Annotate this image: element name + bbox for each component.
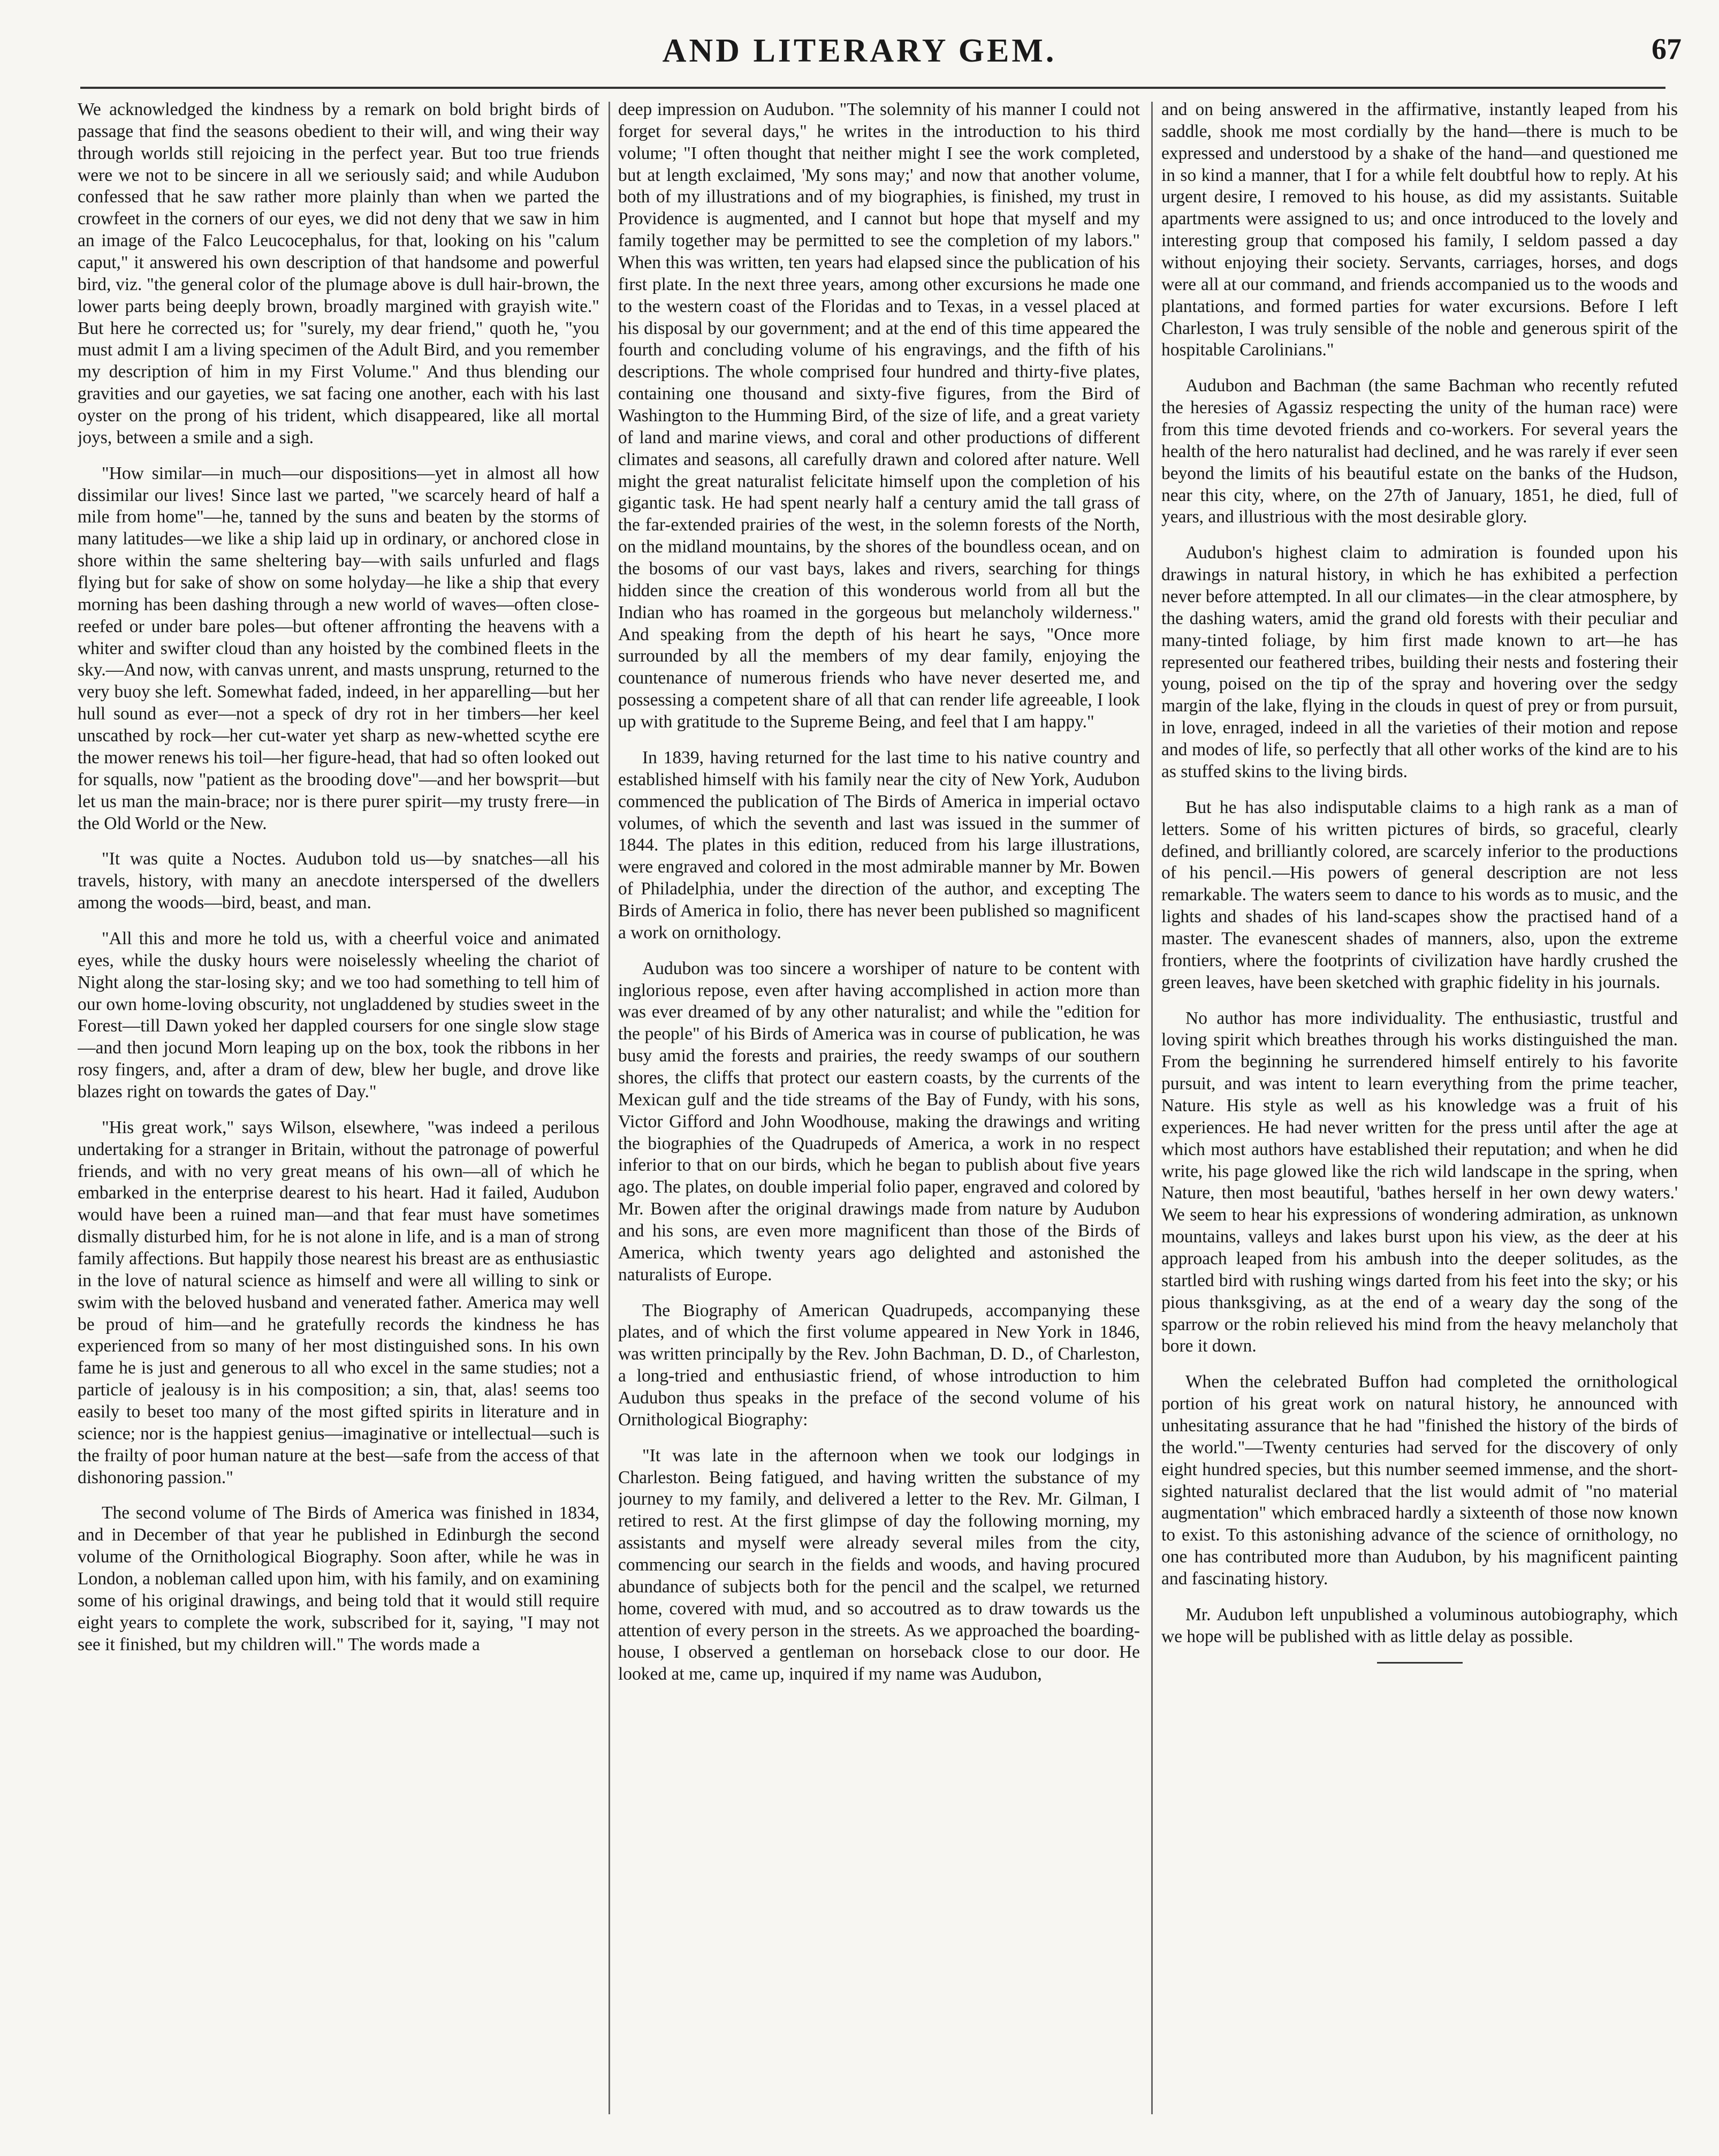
- paragraph: When the celebrated Buffon had completed the ornithological portion of his great work on natural history, he announced with unhesitating assurance that he had "finished the history of the birds of the world."—Twenty centuries had served for the discovery of only eight hundred species, but this number seemed immense, and the short-sighted naturalist declared that the list would admit of "no material augmentation" which embraced hardly a sixteenth of those now known to exist. To this astonishing advance of the science of ornithology, no one has contributed more than Audubon, by his magnificent painting and fascinating history.: [1161, 1372, 1678, 1589]
- paragraph: "How similar—in much—our dispositions—yet in almost all how dissimilar our lives! Since last we parted, "we scarcely heard of half a mile from home"—he, tanned by the suns and beaten by the storms of many latitudes—we like a ship laid up in ordinary, or anchored close in shore within the same sheltering bay—with sails unfurled and flags flying but for sake of show on some holyday—he like a ship that every morning has been dashing through a new world of waves—often close-reefed or under bare poles—but oftener affronting the heavens with a whiter and swifter cloud than any hoisted by the combined fleets in the sky.—And now, with canvas unrent, and masts unsprung, returned to the very buoy she left. Somewhat faded, indeed, in her apparelling—but her hull sound as ever—not a speck of dry rot in her timbers—her keel unscathed by rock—her cut-water yet sharp as new-whetted scythe ere the mower renews his toil—her figure-head, that had so often looked out for squalls, now "patient as the brooding dove"—and her bowsprit—but let us man the main-brace; nor is there purer spirit—my trusty frere—in the Old World or the New.: [78, 463, 599, 833]
- paragraph: deep impression on Audubon. "The solemnity of his manner I could not forget for several days," he writes in the introduction to his third volume; "I often thought that neither might I see the work completed, but at length exclaimed, 'My sons may;' and now that another volume, both of my illustrations and of my biographies, is finished, my trust in Providence is augmented, and I cannot but hope that myself and my family together may be permitted to see the completion of my labors." When this was written, ten years had elapsed since the publication of his first plate. In the next three years, among other excursions he made one to the western coast of the Floridas and to Texas, in a vessel placed at his disposal by our government; and at the end of this time appeared the fourth and concluding volume of his engravings, and the fifth of his descriptions. The whole comprised four hundred and thirty-five plates, containing one thousand and sixty-five figures, from the Bird of Washington to the Humming Bird, of the size of life, and a great variety of land and marine views, and coral and other productions of different climates and seasons, all carefully drawn and colored after nature. Well might the great naturalist felicitate himself upon the completion of his gigantic task. He had spent nearly half a century amid the tall grass of the far-extended prairies of the west, in the solemn forests of the North, on the midland mountains, by the shores of the boundless ocean, and on the bosoms of our vast bays, lakes and rivers, searching for things hidden since the creation of this wonderous world from all but the Indian who has roamed in the gorgeous but melancholy wilderness." And speaking from the depth of his heart he says, "Once more surrounded by all the members of my dear family, enjoying the countenance of numerous friends who have never deserted me, and possessing a competent share of all that can render life agreeable, I look up with gratitude to the Supreme Being, and feel that I am happy.": [618, 100, 1140, 732]
- paragraph: "All this and more he told us, with a cheerful voice and animated eyes, while the dusky hours were noiselessly wheeling the chariot of Night along the star-losing sky; and we too had something to tell him of our own home-loving obscurity, not ungladdened by studies sweet in the Forest—till Dawn yoked her dappled coursers for one single slow stage—and then jocund Morn leaping up on the box, took the ribbons in her rosy fingers, and, after a dram of dew, blew her bugle, and drove like blazes right on towards the gates of Day.": [78, 928, 599, 1102]
- paragraph: In 1839, having returned for the last time to his native country and established himself with his family near the city of New York, Audubon commenced the publication of The Birds of America in imperial octavo volumes, of which the seventh and last was issued in the summer of 1844. The plates in this edition, reduced from his large illustrations, were engraved and colored in the most admirable manner by Mr. Bowen of Philadelphia, under the direction of the author, and excepting The Birds of America in folio, there has never been published so magnificent a work on ornithology.: [618, 747, 1140, 943]
- paragraph: and on being answered in the affirmative, instantly leaped from his saddle, shook me most cordially by the hand—there is much to be expressed and understood by a shake of the hand—and questioned me in so kind a manner, that I for a while felt doubtful how to reply. At his urgent desire, I removed to his house, as did my assistants. Suitable apartments were assigned to us; and once introduced to the lovely and interesting group that composed his family, I seldom passed a day without enjoying their society. Servants, carriages, horses, and dogs were all at our command, and friends accompanied us to the woods and plantations, and formed parties for water excursions. Before I left Charleston, I was truly sensible of the noble and generous spirit of the hospitable Carolinians.": [1161, 100, 1678, 360]
- paragraph: We acknowledged the kindness by a remark on bold bright birds of passage that find the seasons obedient to their will, and wing their way through worlds still rejoicing in the perfect year. But too true friends were we not to be sincere in all we seriously said; and while Audubon confessed that he saw rather more plainly than when we parted the crowfeet in the corners of our eyes, we did not deny that we saw in him an image of the Falco Leucocephalus, for that, looking on his "calum caput," it answered his own description of that handsome and powerful bird, viz. "the general color of the plumage above is dull hair-brown, the lower parts being deeply brown, broadly margined with grayish wite." But here he corrected us; for "surely, my dear friend," quoth he, "you must admit I am a living specimen of the Adult Bird, and you remember my description of him in my First Volume." And thus blending our gravities and our gayeties, we sat facing one another, each with his last oyster on the prong of his trident, which disappeared, like all mortal joys, between a smile and a sigh.: [78, 100, 599, 447]
- paragraph: "It was late in the afternoon when we took our lodgings in Charleston. Being fatigued, and having written the substance of my journey to my family, and delivered a letter to the Rev. Mr. Gilman, I retired to rest. At the first glimpse of day the following morning, my assistants and myself were already several miles from the city, commencing our search in the fields and woods, and having procured abundance of subjects both for the pencil and the scalpel, we returned home, covered with mud, and so accoutred as to draw towards us the attention of every person in the streets. As we approached the boarding-house, I observed a gentleman on horseback close to our door. He looked at me, came up, inquired if my name was Audubon,: [618, 1445, 1140, 1684]
- page-header: [0, 32, 1719, 80]
- paragraph: But he has also indisputable claims to a high rank as a man of letters. Some of his written pictures of birds, so graceful, clearly defined, and brilliantly colored, are scarcely inferior to the productions of his pencil.—His powers of general description are not less remarkable. The waters seem to dance to his words as to music, and the lights and shades of his land-scapes show the practised hand of a master. The evanescent shades of manners, also, upon the extreme frontiers, where the footprints of civilization have hardly crushed the green leaves, have been sketched with graphic fidelity in his journals.: [1161, 797, 1678, 992]
- header-rule: [80, 87, 1665, 89]
- paragraph: Audubon was too sincere a worshiper of nature to be content with inglorious repose, even after having accomplished in action more than was ever dreamed of by any other naturalist; and while the "edition for the people" of his Birds of America was in course of publication, he was busy amid the forests and prairies, the reedy swamps of our southern shores, the cliffs that protect our eastern coasts, by the currents of the Mexican gulf and the tide streams of the Bay of Fundy, with his sons, Victor Gifford and John Woodhouse, making the drawings and writing the biographies of the Quadrupeds of America, a work in no respect inferior to that on our birds, which he began to publish about five years ago. The plates, on double imperial folio paper, engraved and colored by Mr. Bowen after the original drawings made from nature by Audubon and his sons, are even more magnificent than those of the Birds of America, which twenty years ago delighted and astonished the naturalists of Europe.: [618, 958, 1140, 1285]
- column-divider: [1151, 102, 1153, 2114]
- column-divider: [609, 102, 610, 2114]
- paragraph: "His great work," says Wilson, elsewhere, "was indeed a perilous undertaking for a stranger in Britain, without the patronage of powerful friends, and with no very great means of his own—all of which he embarked in the enterprise dearest to his heart. Had it failed, Audubon would have been a ruined man—and that fear must have sometimes dismally disturbed him, for he is not alone in life, and is a man of strong family affections. But happily those nearest his breast are as enthusiastic in the love of natural science as himself and were all willing to sink or swim with the beloved husband and venerated father. America may well be proud of him—and he gratefully records the kindness he has experienced from so many of her most distinguished sons. In his own fame he is just and generous to all who excel in the same studies; not a particle of jealousy is in his composition; a sin, that, alas! seems too easily to beset too many of the most gifted spirits in literature and in science; nor is the happiest genius—imaginative or intellectual—such is the frailty of poor human nature at the best—safe from the access of that dishonoring passion.": [78, 1117, 599, 1487]
- column-3: [1161, 99, 1678, 2133]
- paragraph: Mr. Audubon left unpublished a voluminous autobiography, which we hope will be published with as little delay as possible.: [1161, 1604, 1678, 1646]
- paragraph: "It was quite a Noctes. Audubon told us—by snatches—all his travels, history, with many an anecdote interspersed of the dwellers among the woods—bird, beast, and man.: [78, 849, 599, 913]
- column-2: [618, 99, 1140, 2133]
- paragraph: No author has more individuality. The enthusiastic, trustful and loving spirit which breathes through his works distinguished the man. From the beginning he surrendered himself entirely to his favorite pursuit, and was intent to learn everything from the prime teacher, Nature. His style as well as his knowledge was a fruit of his experiences. He had never written for the press until after the age at which most authors have established their reputation; and when he did write, his page glowed like the rich wild landscape in the spring, when Nature, then most beautiful, 'bathes herself in her own dewy waters.' We seem to hear his expressions of wondering admiration, as unknown mountains, valleys and lakes burst upon his view, as the deer at his approach leaped from his ambush into the deeper solitudes, as the startled bird with rushing wings darted from his feet into the sky; or his pious thanksgiving, as at the end of a weary day the song of the sparrow or the robin relieved his mind from the heavy melancholy that bore it down.: [1161, 1008, 1678, 1356]
- paragraph: Audubon and Bachman (the same Bachman who recently refuted the heresies of Agassiz respecting the unity of the human race) were from this time devoted friends and co-workers. For several years the health of the hero naturalist had declined, and he was rarely if ever seen beyond the limits of his beautiful estate on the banks of the Hudson, near this city, where, on the 27th of January, 1851, he died, full of years, and illustrious with the most desirable glory.: [1161, 376, 1678, 527]
- paragraph: Audubon's highest claim to admiration is founded upon his drawings in natural history, in which he has exhibited a perfection never before attempted. In all our climates—in the clear atmosphere, by the dashing waters, amid the grand old forests with their peculiar and many-tinted foliage, by him first made known to art—he has represented our feathered tribes, building their nests and fostering their young, poised on the tip of the spray and hovering over the sedgy margin of the lake, flying in the clouds in quest of prey or from pursuit, in love, enraged, indeed in all the varieties of their motion and repose and modes of life, so perfectly that all other works of the kind are to his as stuffed skins to the living birds.: [1161, 543, 1678, 781]
- paragraph: The second volume of The Birds of America was finished in 1834, and in December of that year he published in Edinburgh the second volume of the Ornithological Biography. Soon after, while he was in London, a nobleman called upon him, with his family, and on examining some of his original drawings, and being told that it would still require eight years to complete the work, subscribed for it, saying, "I may not see it finished, but my children will." The words made a: [78, 1503, 599, 1654]
- running-title: AND LITERARY GEM.: [662, 33, 1057, 69]
- paragraph: The Biography of American Quadrupeds, accompanying these plates, and of which the first volume appeared in New York in 1846, was written principally by the Rev. John Bachman, D. D., of Charleston, a long-tried and enthusiastic friend, of whose introduction to him Audubon thus speaks in the preface of the second volume of his Ornithological Biography:: [618, 1300, 1140, 1430]
- end-rule: [1377, 1662, 1463, 1664]
- page-number: 67: [1652, 33, 1682, 66]
- column-1: [78, 99, 599, 2133]
